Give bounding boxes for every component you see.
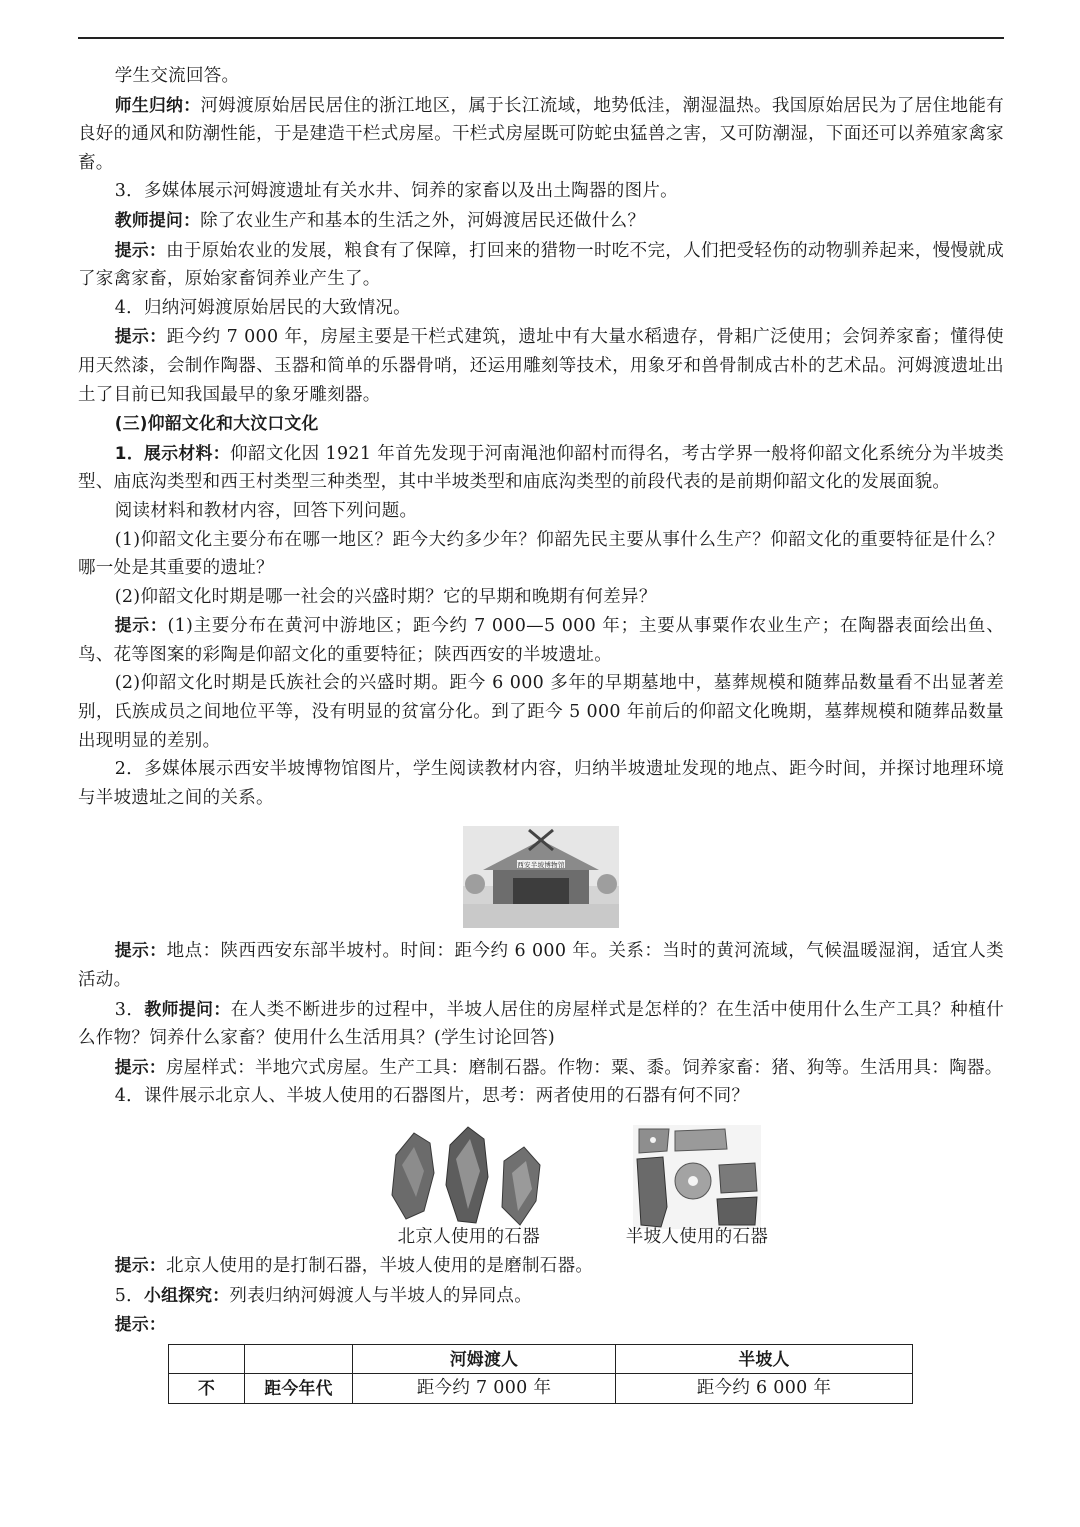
bold-label: 教师提问： [114,209,201,230]
bold-label: 提示： [114,239,167,260]
paragraph: (1)仰韶文化主要分布在哪一地区？距今大约多少年？仰韶先民主要从事什么生产？仰韶文化的重要特征是什么？哪一处是其重要的遗址？ [78,529,1004,579]
bold-label: 提示： [114,940,167,961]
paragraph: 4．课件展示北京人、半坡人使用的石器图片，思考：两者使用的石器有何不同？ [114,1086,750,1107]
caption-beijing: 北京人使用的石器 [397,1227,540,1247]
bold-label: 提示： [114,1056,166,1077]
bold-label: 教师提问： [144,998,231,1019]
header-rule [78,37,1004,39]
table-cell: 不 [169,1374,245,1404]
table-header-banpo: 半坡人 [616,1344,913,1374]
bold-label: 提示： [114,1255,166,1275]
paragraph: 2．多媒体展示西安半坡博物馆图片，学生阅读教材内容，归纳半坡遗址发现的地点、距今时间，并探讨地理环境与半坡遗址之间的关系。 [78,759,1004,808]
banpo-tools-figure [626,1125,768,1249]
paragraph: 提示：距今约 7 000 年，房屋主要是干栏式建筑，遗址中有大量水稻遗存，骨耜广泛使用；会饲养家畜；懂得使用天然漆，会制作陶器、玉器和简单的乐器骨哨，还运用雕刻等技术，用象牙和兽骨制成古朴的艺术品。河姆渡遗址出土了目前已知我国最早的象牙雕刻器。 [78,326,1004,405]
chipped-stone-tools-image [384,1125,554,1229]
table-row [169,1374,913,1404]
bold-label: 提示： [114,615,168,636]
paragraph: 3．教师提问：在人类不断进步的过程中，半坡人居住的房屋样式是怎样的？在生活中使用什么生产工具？种植什么作物？饲养什么家畜？使用什么生活用具？(学生讨论回答) [78,998,1004,1049]
paragraph: (2)仰韶文化时期是哪一社会的兴盛时期？它的早期和晚期有何差异？ [114,586,657,607]
table-header-hemudu: 河姆渡人 [353,1344,616,1374]
museum-photo [78,826,1004,928]
beijing-tools-figure [384,1125,554,1249]
table-cell [169,1344,245,1374]
table-cell: 距今约 7 000 年 [353,1374,616,1404]
comparison-table [168,1344,913,1404]
paragraph: 教师提问：除了农业生产和基本的生活之外，河姆渡居民还做什么？ [114,209,646,231]
bold-label: 师生归纳： [114,94,201,115]
paragraph: 提示：房屋样式：半地穴式房屋。生产工具：磨制石器。作物：粟、黍。饲养家畜：猪、狗等。生活用具：陶器。 [114,1056,1003,1078]
paragraph: 4．归纳河姆渡原始居民的大致情况。 [114,297,411,318]
paragraph: 阅读材料和教材内容，回答下列问题。 [114,500,418,521]
paragraph [78,1310,1004,1340]
paragraph: 提示：(1)主要分布在黄河中游地区；距今约 7 000—5 000 年；主要从事粟作农业生产；在陶器表面绘出鱼、鸟、花等图案的彩陶是仰韶文化的重要特征；陕西西安的半坡遗址。 [78,615,1004,665]
table-cell: 距今年代 [245,1374,353,1404]
paragraph: 1．展示材料：仰韶文化因 1921 年首先发现于河南渑池仰韶村而得名，考古学界一般将仰韶文化系统分为半坡类型、庙底沟类型和西王村类型三种类型，其中半坡类型和庙底沟类型的前段代表的是前期仰韶文化的发展面貌。 [78,442,1004,493]
stone-tools-figure [148,1125,1004,1249]
section-heading: (三)仰韶文化和大汶口文化 [114,413,319,434]
table-header-row [169,1344,913,1374]
paragraph: 学生交流回答。 [114,66,240,86]
document-body [78,62,1004,1404]
paragraph: 师生归纳：河姆渡原始居民居住的浙江地区，属于长江流域，地势低洼，潮湿温热。我国原始居民为了居住地能有良好的通风和防潮性能，于是建造干栏式房屋。干栏式房屋既可防蛇虫猛兽之害，又可防潮湿，下面还可以养殖家禽家畜。 [78,94,1004,173]
bold-label: 提示： [114,326,167,347]
table-cell [245,1344,353,1374]
table-cell: 距今约 6 000 年 [616,1374,913,1404]
bold-label: 小组探究： [143,1284,230,1305]
paragraph: 5．小组探究：列表归纳河姆渡人与半坡人的异同点。 [114,1284,533,1306]
paragraph: (2)仰韶文化时期是氏族社会的兴盛时期。距今 6 000 多年的早期墓地中，墓葬规模和随葬品数量看不出显著差别，氏族成员之间地位平等，没有明显的贫富分化。到了距今 5 000 年前后的仰韶文化晚期，墓葬规模和随葬品数量出现明显的差别。 [78,673,1004,751]
paragraph: 提示：由于原始农业的发展，粮食有了保障，打回来的猎物一时吃不完，人们把受轻伤的动物驯养起来，慢慢就成了家禽家畜，原始家畜饲养业产生了。 [78,239,1004,290]
paragraph: 提示：地点：陕西西安东部半坡村。时间：距今约 6 000 年。关系：当时的黄河流域，气候温暖湿润，适宜人类活动。 [78,940,1004,991]
bold-label: 1．展示材料： [114,442,230,463]
museum-sign-text: 西安半坡博物馆 [517,861,565,870]
paragraph: 3．多媒体展示河姆渡遗址有关水井、饲养的家畜以及出土陶器的图片。 [114,181,678,202]
caption-banpo: 半坡人使用的石器 [625,1227,769,1247]
paragraph: 提示：北京人使用的是打制石器，半坡人使用的是磨制石器。 [114,1255,594,1276]
museum-image [463,826,619,928]
polished-stone-tools-image [633,1125,761,1229]
bold-label: 提示： [114,1314,166,1335]
